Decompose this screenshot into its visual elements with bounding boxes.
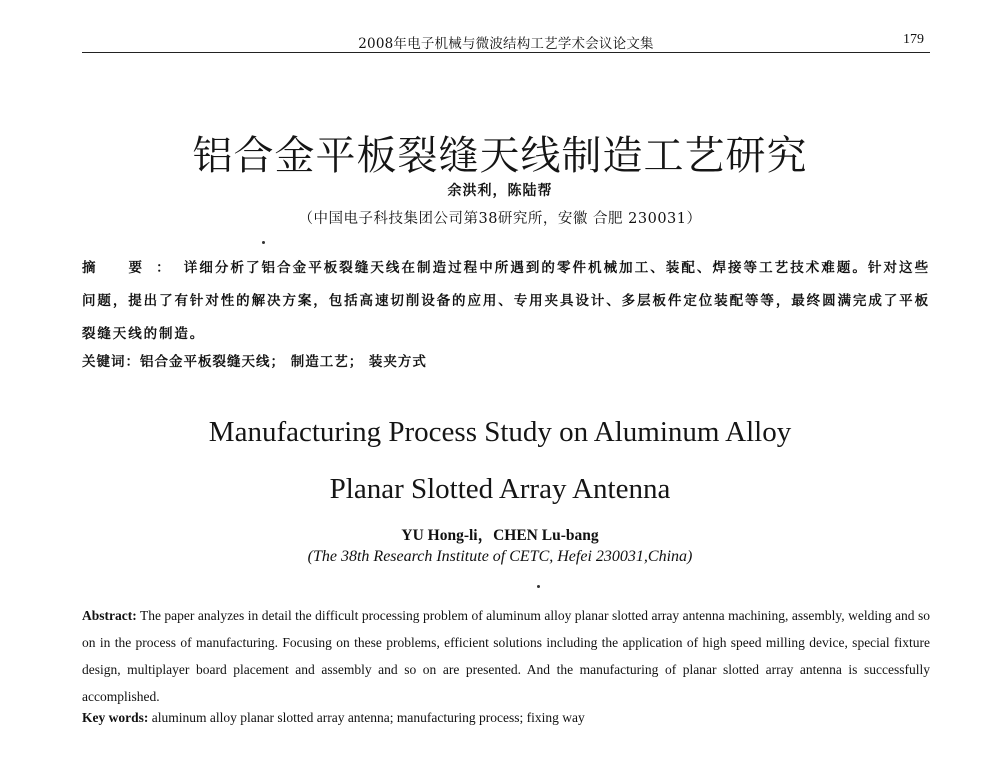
english-title-line-2: Planar Slotted Array Antenna	[329, 473, 671, 505]
chinese-keywords-label: 关键词：	[82, 354, 140, 370]
chinese-keywords-text: 铝合金平板裂缝天线； 制造工艺； 装夹方式	[140, 354, 427, 370]
running-header	[82, 30, 930, 53]
scan-speck	[537, 585, 540, 588]
chinese-abstract	[82, 252, 930, 351]
english-keywords-label: Key words:	[82, 710, 149, 725]
english-keywords-text: aluminum alloy planar slotted array antenna; manufacturing process; fixing way	[151, 710, 585, 725]
english-authors: YU Hong-li，CHEN Lu-bang	[401, 527, 599, 544]
chinese-authors: 余洪利，陈陆帮	[447, 183, 553, 199]
english-abstract-text: The paper analyzes in detail the difficult processing problem of aluminum alloy planar slotted array antenna machining, assembly, welding and so on in the process of manufacturing. Focusing on these problems, efficient solutions including the application of high speed milling device, special fixture design, multiplayer board placement and assembly and so on are presented. And the manufacturing of planar slotted array antenna is successfully accomplished.	[82, 608, 930, 704]
chinese-title: 铝合金平板裂缝天线制造工艺研究	[192, 133, 808, 179]
english-keywords	[82, 710, 930, 726]
english-abstract-label: Abstract:	[82, 608, 137, 623]
page-number: 179	[903, 32, 924, 47]
chinese-keywords	[82, 350, 930, 370]
english-affiliation: (The 38th Research Institute of CETC, Hefei 230031,China)	[307, 548, 693, 565]
chinese-affiliation: （中国电子科技集团公司第38研究所，安徽 合肥 230031）	[298, 211, 702, 227]
scan-speck	[262, 241, 265, 244]
chinese-abstract-text: 详细分析了铝合金平板裂缝天线在制造过程中所遇到的零件机械加工、装配、焊接等工艺技术难题。针对这些问题，提出了有针对性的解决方案，包括高速切削设备的应用、专用夹具设计、多层板件定位装配等等，最终圆满完成了平板裂缝天线的制造。	[82, 260, 930, 342]
english-title-line-1: Manufacturing Process Study on Aluminum Alloy	[208, 416, 792, 448]
english-abstract	[82, 602, 930, 710]
proceedings-title: 2008年电子机械与微波结构工艺学术会议论文集	[358, 36, 654, 52]
chinese-abstract-label: 摘 要：	[82, 260, 184, 276]
